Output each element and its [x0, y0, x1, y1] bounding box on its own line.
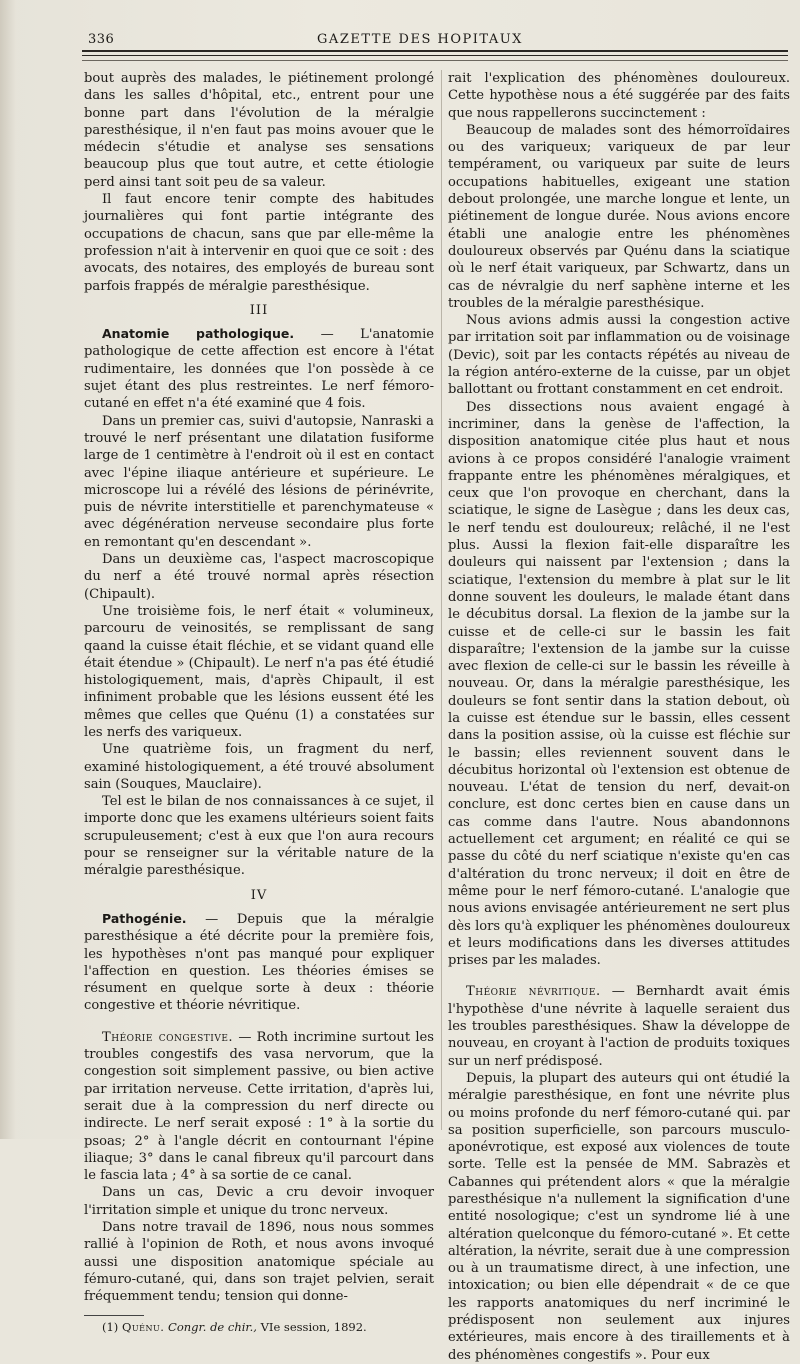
footnote-rule — [84, 1315, 144, 1316]
section-intro — [84, 325, 434, 412]
footnote-marker: (1) — [102, 1320, 119, 1335]
left-column — [84, 70, 434, 1335]
spacer — [448, 969, 790, 983]
theory-text: — Bernhardt avait émis l'hypothèse d'une névrite à laquelle seraient dus les troubles paresthésiques. Shaw la développe de nouveau, en croyant à l'action de produits toxiques sur un nerf prédisposé. — [448, 984, 791, 1069]
column-divider — [441, 70, 442, 1130]
theory-text: — Roth incrimine surtout les troubles congestifs des vasa nervorum, que la congestion soit simplement passive, ou bien active par irritation nerveuse. Cette irritation, d'après lui, serait due à la compression du nerf directe ou indirecte. Le nerf serait exposé : 1° à la sortie du psoas; 2° à l'angle décrit en contournant l'épine iliaque; 3° dans le canal fibreux qu'il parcourt dans le fascia lata ; 4° à sa sortie de ce canal. — [84, 1029, 435, 1184]
journal-title: GAZETTE DES HOPITAUX — [317, 32, 523, 47]
binding-shadow — [0, 0, 16, 1139]
paragraph: Nous avions admis aussi la congestion active par irritation soit par inflammation ou de voisinage (Devic), soit par les contacts répétés au niveau de la région antéro-externe de la cuisse, par un objet ballottant ou frottant constamment en cet endroit. — [448, 313, 790, 398]
section-numeral: III — [249, 302, 269, 318]
theory-paragraph — [448, 983, 790, 1069]
spacer — [84, 1015, 434, 1029]
paragraph: Une troisième fois, le nerf était « volumineux, parcouru de veinosités, se remplissant de sang qaand la cuisse était fléchie, et se vidant quand elle était étendue » (Chipault). Le nerf n'a pas été étudié histologiquement, mais, d'après Chipault, il est infiniment probable que les lésions eussent été les mêmes que celles que Quénu (1) a constatées sur les nerfs des variqueux. — [84, 603, 434, 740]
header-rule — [82, 50, 788, 52]
page-header — [60, 28, 780, 52]
footnote — [84, 1320, 434, 1335]
header-rule — [82, 60, 788, 61]
paragraph: Il faut encore tenir compte des habitudes journalières qui font partie intégrante des occupations de chacun, sans que par elle-même la profession n'ait à intervenir en quoi que ce soit : des avocats, des notaires, des employés de bureau sont parfois frappés de méralgie paresthésique. — [84, 192, 434, 294]
section-intro — [84, 910, 434, 1015]
section-intro-text: — L'anatomie pathologique de cette affection est encore à l'état rudimentaire, les données que l'on possède à ce sujet étant des plus restreintes. Le nerf fémoro-cutané en effet n'a été examiné que 4 fois. — [84, 327, 435, 412]
section-heading: Pathogénie. — [102, 910, 187, 926]
footnote-rest: VIe session, 1892. — [260, 1320, 367, 1335]
page-number: 336 — [88, 32, 115, 47]
right-column — [448, 70, 790, 1364]
header-rule — [82, 55, 788, 56]
section-heading: Anatomie pathologique. — [102, 326, 295, 342]
paragraph: bout auprès des malades, le piétinement prolongé dans les salles d'hôpital, etc., entrent pour une bonne part dans l'évolution de la méralgie paresthésique, il n'en faut pas moins avouer que le médecin s'étudie et analyse ses sensations beaucoup plus que tout autre, et cette étiologie perd ainsi tant soit peu de sa valeur. — [84, 71, 434, 190]
paragraph: Dans un premier cas, suivi d'autopsie, Nanraski a trouvé le nerf présentant une dilatation fusiforme large de 1 centimètre à l'endroit où il est en contact avec l'épine iliaque antérieure et supérieure. Le microscope lui a révélé des lésions de périnévrite, puis de névrite interstitielle et parenchymateuse « avec dégénération nerveuse secondaire plus forte en remontant qu'en descendant ». — [84, 413, 434, 550]
footnote-source: Congr. de chir., — [168, 1320, 257, 1335]
subsection-heading: Théorie congestive. — [102, 1029, 234, 1045]
paragraph: Beaucoup de malades sont des hémorroïdaires ou des variqueux; variqueux de par leur tempérament, ou variqueux par suite de leurs occupations habituelles, exigeant une station debout prolongée, une marche longue et lente, un piétinement de longue durée. Nous avions encore établi une analogie entre les phénomènes douloureux observés par Quénu dans la sciatique où le nerf était variqueux, par Schwartz, dans un cas de névralgie du nerf saphène interne et les troubles de la méralgie paresthésique. — [448, 122, 790, 311]
section-intro-text: — Depuis que la méralgie paresthésique a été décrite pour la première fois, les hypothèses n'ont pas manqué pour expliquer l'affection en question. Les théories émises se résument en quelque sorte à deux : théorie congestive et théorie névritique. — [84, 911, 434, 1014]
theory-paragraph — [84, 1029, 434, 1185]
paragraph: rait l'explication des phénomènes douloureux. Cette hypothèse nous a été suggérée par des faits que nous rappellerons succinctement : — [448, 71, 790, 121]
paragraph: Tel est le bilan de nos connaissances à ce sujet, il importe donc que les examens ultérieurs soient faits scrupuleusement; c'est à eux que l'on aura recours pour se renseigner sur la véritable nature de la méralgie paresthésique. — [84, 794, 434, 879]
paragraph: Depuis, la plupart des auteurs qui ont étudié la méralgie paresthésique, en font une névrite plus ou moins profonde du nerf fémoro-cutané qui. par sa position superficielle, son parcours musculo-aponévrotique, est exposé aux violences de toute sorte. Telle est la pensée de MM. Sabrazès et Cabannes qui prétendent alors « que la méralgie paresthésique n'a nullement la signification d'une entité nosologique; c'est un syndrome lié à une altération quelconque du fémoro-cutané ». Et cette altération, la névrite, serait due à une compression ou à un traumatisme direct, à une infection, une intoxication; ou bien elle dépendrait « de ce que les rapports anatomiques du nerf incriminé le prédisposent non seulement aux injures extérieures, mais encore à des tiraillements et à des phénomènes congestifs ». Pour eux — [448, 1070, 790, 1363]
paragraph: Dans un cas, Devic a cru devoir invoquer l'irritation simple et unique du tronc nerveux. — [84, 1185, 434, 1218]
section-numeral: IV — [250, 887, 268, 903]
subsection-heading: Théorie névritique. — [466, 984, 601, 1000]
paragraph: Dans un deuxième cas, l'aspect macroscopique du nerf a été trouvé normal après résection (Chipault). — [84, 552, 434, 602]
paragraph: Des dissections nous avaient engagé à incriminer, dans la genèse de l'affection, la disposition anatomique citée plus haut et nous avions à ce propos considéré l'analogie vraiment frappante entre les phénomènes méralgiques, et ceux que l'on provoque en cherchant, dans la sciatique, le signe de Lasègue ; dans les deux cas, le nerf tendu est douloureux; relâché, il ne l'est plus. Aussi la flexion fait-elle disparaître les douleurs qui naissent par l'extension ; dans la sciatique, l'extension du membre à plat sur le lit donne souvent les douleurs, le malade étant dans le décubitus dorsal. La flexion de la jambe sur la cuisse et de celle-ci sur le bassin les fait disparaître; l'extension de la jambe sur la cuisse avec flexion de celle-ci sur le bassin les réveille à nouveau. Or, dans la méralgie paresthésique, les douleurs se font sentir dans la station debout, où la cuisse est étendue sur le bassin, elles cessent dans la position assise, où la cuisse est fléchie sur le bassin; elles reviennent souvent dans le décubitus horizontal où l'extension est obtenue de nouveau. L'état de tension du nerf, devait-on conclure, est donc certes bien en cause dans un cas comme dans l'autre. Nous abandonnons actuellement cet argument; en réalité ce qui se passe du côté du nerf sciatique n'existe qu'en cas d'altération du tronc nerveux; il doit en être de même pour le nerf fémoro-cutané. L'analogie que nous avions envisagée antérieurement ne sert plus dès lors qu'à expliquer les phénomènes douloureux et leurs modifications dans les diverses attitudes prises par les malades. — [448, 399, 790, 969]
paragraph: Une quatrième fois, un fragment du nerf, examiné histologiquement, a été trouvé absolument sain (Souques, Mauclaire). — [84, 742, 434, 792]
paragraph: Dans notre travail de 1896, nous nous sommes rallié à l'opinion de Roth, et nous avons invoqué aussi une disposition anatomique spéciale au fémuro-cutané, qui, dans son trajet pelvien, serait fréquemment tendu; tension qui donne- — [84, 1220, 434, 1305]
footnote-author: Quénu. — [121, 1320, 165, 1335]
